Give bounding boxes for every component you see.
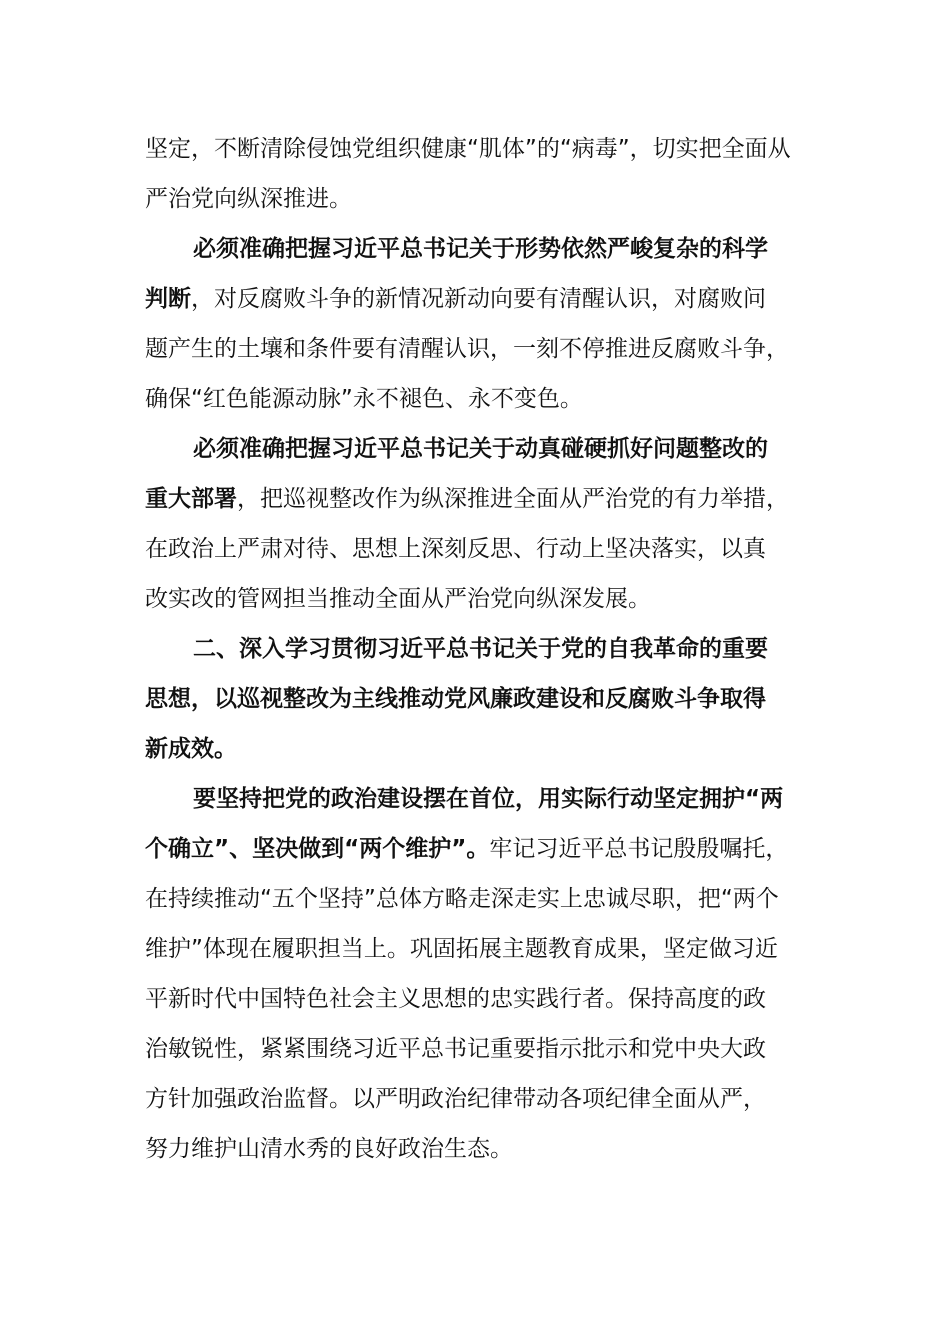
text-segment: 方针加强政治监督。以严明政治纪律带动各项纪律全面从严， [145, 1086, 766, 1112]
text-segment: 坚定，不断清除侵蚀党组织健康“肌体”的“病毒”，切实把全面从 [145, 136, 791, 162]
bold-text-segment: 必须准确把握习近平总书记关于动真碰硬抓好问题整改的 [193, 436, 768, 462]
text-line [145, 774, 810, 824]
text-line [145, 974, 810, 1024]
text-line [145, 1024, 810, 1074]
bold-text-segment: 思想，以巡视整改为主线推动党风廉政建设和反腐败斗争取得 [145, 686, 766, 712]
text-segment: 题产生的土壤和条件要有清醒认识，一刻不停推进反腐败斗争， [145, 336, 789, 362]
text-segment: 在政治上严肃对待、思想上深刻反思、行动上坚决落实，以真 [145, 536, 766, 562]
text-segment: ，对反腐败斗争的新情况新动向要有清醒认识，对腐败问 [191, 286, 766, 312]
bold-text-segment: 要坚持把党的政治建设摆在首位，用实际行动坚定拥护“两 [193, 786, 784, 812]
text-line [145, 524, 810, 574]
text-segment: 努力维护山清水秀的良好政治生态。 [145, 1136, 513, 1162]
text-line [145, 424, 810, 474]
text-line [145, 824, 810, 874]
text-segment: 维护”体现在履职担当上。巩固拓展主题教育成果，坚定做习近 [145, 936, 778, 962]
text-line [145, 874, 810, 924]
text-line [145, 224, 810, 274]
text-segment: 确保“红色能源动脉”永不褪色、永不变色。 [145, 386, 583, 412]
text-line [145, 624, 810, 674]
text-segment: 治敏锐性，紧紧围绕习近平总书记重要指示批示和党中央大政 [145, 1036, 766, 1062]
bold-text-segment: 必须准确把握习近平总书记关于形势依然严峻复杂的科学 [193, 236, 768, 262]
text-line [145, 124, 810, 174]
text-segment: 改实改的管网担当推动全面从严治党向纵深发展。 [145, 586, 651, 612]
text-segment: 严治党向纵深推进。 [145, 186, 352, 212]
text-line [145, 274, 810, 324]
text-line [145, 1124, 810, 1174]
text-line [145, 374, 810, 424]
text-line [145, 724, 810, 774]
text-line [145, 674, 810, 724]
text-line [145, 924, 810, 974]
bold-text-segment: 新成效。 [145, 736, 237, 762]
text-line [145, 324, 810, 374]
bold-text-segment: 重大部署 [145, 486, 237, 512]
bold-text-segment: 判断 [145, 286, 191, 312]
document-body [145, 124, 810, 1174]
text-line [145, 474, 810, 524]
text-segment: 牢记习近平总书记殷殷嘱托， [489, 836, 789, 862]
bold-text-segment: 个确立”、坚决做到“两个维护”。 [145, 836, 490, 862]
text-segment: 在持续推动“五个坚持”总体方略走深走实上忠诚尽职，把“两个 [145, 886, 779, 912]
bold-text-segment: 二、深入学习贯彻习近平总书记关于党的自我革命的重要 [193, 636, 768, 662]
text-line [145, 174, 810, 224]
text-line [145, 1074, 810, 1124]
text-line [145, 574, 810, 624]
text-segment: 平新时代中国特色社会主义思想的忠实践行者。保持高度的政 [145, 986, 766, 1012]
text-segment: ，把巡视整改作为纵深推进全面从严治党的有力举措， [237, 486, 789, 512]
